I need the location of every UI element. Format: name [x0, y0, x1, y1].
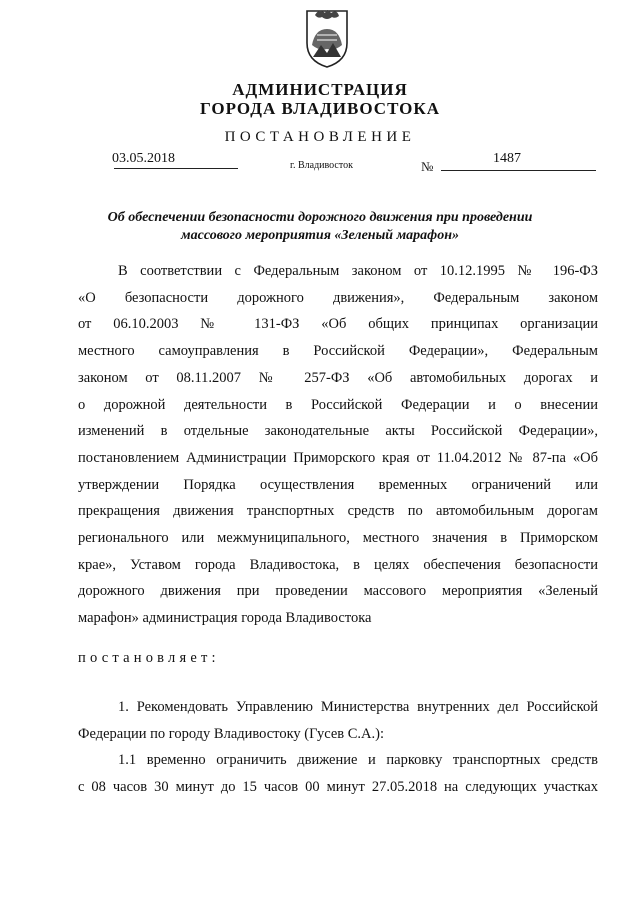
title-line: массового мероприятия «Зеленый марафон» [181, 228, 459, 243]
preamble-line: дорожного движения при проведении массового мероприятия «Зеленый [78, 583, 598, 600]
preamble-line: регионального или межмуниципального, местного значения в Приморском [78, 530, 598, 547]
organization-name-line2: ГОРОДА ВЛАДИВОСТОКА [199, 99, 441, 118]
preamble-line: изменений в отдельные законодательные акты Российской Федерации», [78, 423, 598, 440]
preamble-line: В соответствии с Федеральным законом от 10.12.1995 № 196-ФЗ [118, 263, 598, 279]
item-line: 1. Рекомендовать Управлению Министерства внутренних дел Российской [118, 699, 598, 715]
resolves-word: постановляет: [78, 650, 220, 666]
preamble-line: марафон» администрация города Владивостока [78, 610, 372, 627]
document-number: 1487 [493, 151, 521, 166]
coat-of-arms-emblem [295, 5, 359, 69]
document-city: г. Владивосток [290, 160, 353, 171]
preamble-line: прекращения движения транспортных средств по автомобильным дорогам [78, 503, 598, 520]
preamble-line: от 06.10.2003 № 131-ФЗ «Об общих принципах организации [78, 316, 598, 333]
number-sign: № [421, 159, 434, 174]
preamble-line: постановлением Администрации Приморского края от 11.04.2012 № 87-па «Об [78, 449, 598, 466]
title-line: Об обеспечении безопасности дорожного движения при проведении [107, 210, 533, 225]
item-line: Федерации по городу Владивостоку (Гусев С.А.): [78, 725, 384, 742]
date-underline [114, 168, 238, 169]
number-underline [441, 170, 596, 171]
item-paragraph [78, 694, 598, 801]
item-line: 1.1 временно ограничить движение и парковку транспортных средств [118, 752, 598, 769]
document-title [0, 209, 640, 245]
document-date: 03.05.2018 [112, 151, 175, 166]
preamble-line: крае», Уставом города Владивостока, в целях обеспечения безопасности [78, 556, 598, 573]
preamble-line: законом от 08.11.2007 № 257-ФЗ «Об автомобильных дорогах и [78, 369, 598, 386]
organization-name-line1: АДМИНИСТРАЦИЯ [232, 80, 408, 99]
document-type: ПОСТАНОВЛЕНИЕ [224, 129, 416, 145]
preamble-line: «О безопасности дорожного движения», Федеральным законом [78, 289, 598, 306]
preamble-paragraph [78, 258, 598, 632]
preamble-line: о дорожной деятельности в Российской Федерации и о внесении [78, 396, 598, 413]
preamble-line: утверждении Порядка осуществления временных ограничений или [78, 476, 598, 493]
preamble-line: местного самоуправления в Российской Федерации», Федеральным [78, 343, 598, 360]
item-line: с 08 часов 30 минут до 15 часов 00 минут 27.05.2018 на следующих участках [78, 779, 598, 796]
